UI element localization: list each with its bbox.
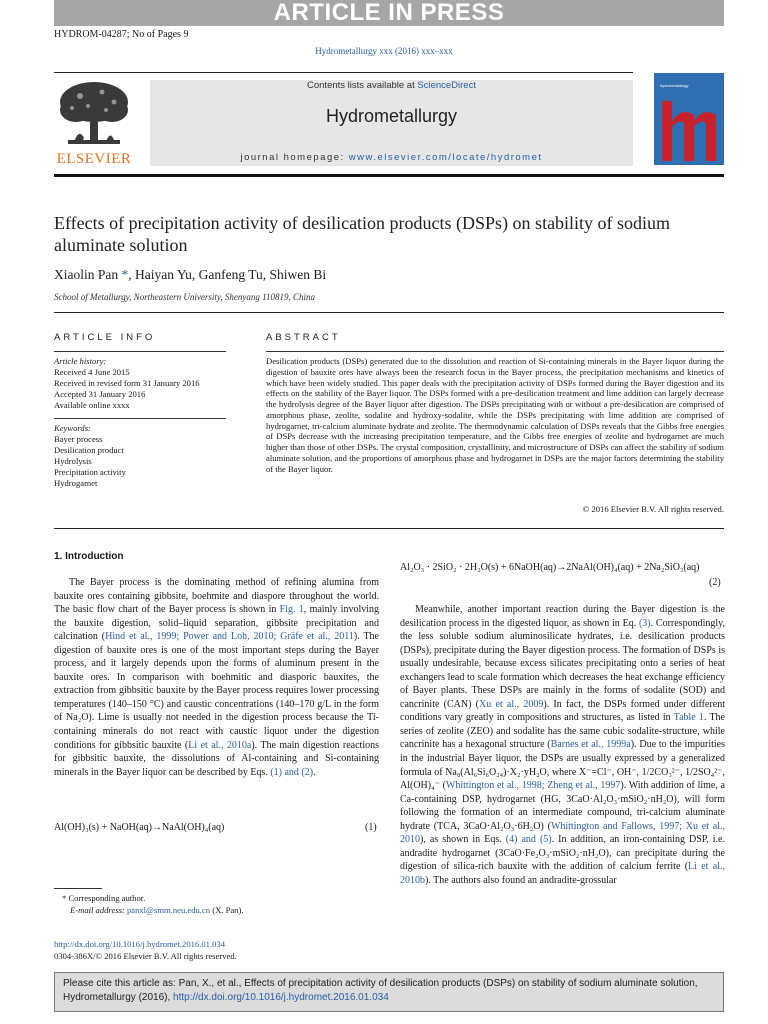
- keywords-label: Keywords:: [54, 423, 91, 433]
- section-heading-introduction: 1. Introduction: [54, 551, 124, 562]
- figure-link[interactable]: Fig. 1: [279, 604, 304, 616]
- title-rule: [54, 312, 724, 313]
- author-name[interactable]: Haiyan Yu: [135, 267, 192, 282]
- corresponding-author-note: [62, 892, 382, 904]
- author-list: Xiaolin Pan *, Haiyan Yu, Ganfeng Tu, Shiwen Bi: [54, 267, 327, 282]
- email-owner: (X. Pan).: [210, 905, 244, 915]
- equation-link[interactable]: (3): [638, 617, 651, 629]
- author-name[interactable]: Shiwen Bi: [269, 267, 327, 282]
- column-right: [400, 603, 725, 887]
- keywords-rule: [54, 418, 226, 419]
- citation-link[interactable]: Whittington and Fallows, 1997; Xu et al., 2010: [400, 820, 725, 846]
- text-run: ). With addition of lime, a Ca-containing DSP, hydrogarnet (HG, 3CaO·Al₂O₃·mSiO₂·nH₂O), will form following the formation of an intermediate compound, tri-calcium aluminate hydrate (TCA, 3CaO·Al₂O₃·6H₂O) (: [400, 780, 725, 832]
- doi-link[interactable]: http://dx.doi.org/10.1016/j.hydromet.2016.01.034: [54, 939, 225, 949]
- citation-link[interactable]: Xu et al., 2009: [479, 698, 544, 710]
- homepage-link[interactable]: www.elsevier.com/locate/hydromet: [348, 152, 543, 163]
- history-item: Received in revised form 31 January 2016: [54, 378, 200, 388]
- article-info-heading: ARTICLE INFO: [54, 332, 156, 343]
- text-run: . In addition, an iron-containing DSP, i.e. andradite hydrogarnet (3CaO·Fe₂O₃·mSiO₂·nH₂O), can precipitate during the digestion of silica-rich bauxite with the addition of calcium ferrite (: [400, 834, 725, 873]
- keywords: [54, 423, 229, 489]
- text-run: ). Due to the impurities in the industrial Bayer liquor, the DSPs are usually expressed by a generalized formula of Na₈(Al₆Si₆O₂₄)·X₂·yH₂O, where X⁻=Cl⁻, OH⁻, 1/2CO₃²⁻, 1/2SO₄²⁻, Al(OH)₄⁻ (: [400, 739, 725, 792]
- text-run: . Correspondingly, the less soluble sodium aluminosilicate hydrates, i.e. desilication products (DSPs), precipitate during the Bayer digestion process. The formation of DSPs is usually undesirable, because excess silicates precipitating onto a series of heat exchangers lead to scale formation which decreases the heat exchange efficiency of Bayer plants. These DSPs are mainly in the forms of sodalite (SOD) and cancrinite (CAN) (: [400, 617, 725, 710]
- corresponding-author-mark[interactable]: *: [121, 267, 129, 282]
- article-in-press-banner: ARTICLE IN PRESS: [54, 0, 724, 26]
- header-thick-rule: [54, 174, 724, 177]
- abstract-heading: ABSTRACT: [266, 332, 341, 343]
- citation-link[interactable]: Li et al., 2010b: [400, 861, 725, 886]
- column-left: [54, 576, 379, 779]
- footnote-mark: *: [62, 893, 67, 903]
- paragraph: [400, 603, 725, 887]
- citation-doi-link[interactable]: http://dx.doi.org/10.1016/j.hydromet.2016.01.034: [173, 992, 389, 1003]
- email-label: E-mail address:: [70, 905, 127, 915]
- paragraph: [54, 576, 379, 779]
- elsevier-wordmark: ELSEVIER: [56, 151, 132, 167]
- author-name[interactable]: Xiaolin Pan: [54, 267, 119, 282]
- footnote: [62, 892, 382, 916]
- keyword: Bayer process: [54, 434, 103, 444]
- equation-link[interactable]: (1) and (2): [270, 766, 314, 778]
- sciencedirect-link[interactable]: ScienceDirect: [417, 80, 476, 91]
- article-info-rule: [54, 351, 226, 352]
- citation-link[interactable]: Hind et al., 1999; Power and Loh, 2010; Gräfe et al., 2011: [105, 631, 354, 643]
- text-run: .: [313, 766, 316, 778]
- equation-1-number: (1): [365, 822, 377, 833]
- footnote-text: Corresponding author.: [68, 893, 146, 903]
- citation-link[interactable]: Whittington et al., 1998; Zheng et al., 1997: [445, 780, 621, 792]
- text-run: , mainly involving the bauxite digestion, solid–liquid separation, gibbsite precipitation and calcination (: [54, 604, 379, 643]
- contents-line: [150, 80, 633, 91]
- email-link[interactable]: panxl@smm.neu.edu.cn: [126, 905, 211, 915]
- text-run: ). The digestion of bauxite ores is one of the most important steps during the Bayer process, and it largely depends upon the forms of aluminum present in the bauxite ores. In comparison with boehmitic and diasporic bauxites, the extraction from gibbsitic bauxite by the Bayer process requires lower processing temperatures (140–150 °C) and caustic concentrations (140–170 g/L in the form of Na₂O). Lime is usually not needed in the digestion process because the Ti-containing minerals do not react with caustic liquor under the digestion conditions for gibbsitic bauxite (: [54, 631, 379, 751]
- article-title: Effects of precipitation activity of desilication products (DSPs) on stability of sodium aluminate solution: [54, 213, 671, 255]
- homepage-prefix: journal homepage:: [240, 152, 349, 163]
- journal-title: Hydrometallurgy: [325, 106, 458, 126]
- text-run: ). The main digestion reactions for gibbsitic bauxite, the dissolutions of Al-containing and Si-containing minerals in the Bayer liquor can be described by Eqs.: [54, 739, 379, 778]
- doi-block: [54, 938, 237, 962]
- affiliation: School of Metallurgy, Northeastern University, Shenyang 110819, China: [54, 292, 315, 302]
- equation-2-number: (2): [709, 577, 721, 588]
- keyword: Precipitation activity: [54, 467, 126, 477]
- history-item: Available online xxxx: [54, 400, 130, 410]
- text-run: The Bayer process is the dominating method of refining alumina from bauxite ores containing gibbsite, boehmite and diaspore throughout the world. The basic flow chart of the Bayer process is shown in: [54, 577, 379, 616]
- contents-prefix: Contents lists available at: [307, 80, 418, 91]
- header-rule: [54, 72, 633, 73]
- citation-link[interactable]: Barnes et al., 1999a: [550, 739, 631, 751]
- cover-label: hydrometallurgy: [660, 83, 689, 88]
- table-link[interactable]: Table 1: [673, 712, 704, 724]
- history-label: Article history:: [54, 356, 107, 366]
- text-run: Meanwhile, another important reaction during the Bayer digestion is the desilication process in the digested liquor, as shown in Eq.: [400, 604, 725, 629]
- keyword: Desilication product: [54, 445, 124, 455]
- equation-1: Al(OH)₃(s) + NaOH(aq)→NaAl(OH)₄(aq): [54, 822, 225, 833]
- keyword: Hydrolysis: [54, 456, 92, 466]
- article-history: [54, 356, 229, 411]
- abstract-rule: [266, 351, 724, 352]
- citation-box: [54, 972, 724, 1012]
- keyword: Hydrogarnet: [54, 478, 98, 488]
- body-rule: [54, 528, 724, 529]
- history-item: Received 4 June 2015: [54, 367, 130, 377]
- journal-reference-link[interactable]: Hydrometallurgy xxx (2016) xxx–xxx: [315, 46, 453, 56]
- issn-line: 0304-386X/© 2016 Elsevier B.V. All rights reserved.: [54, 951, 237, 961]
- equation-2: Al₂O₃ · 2SiO₂ · 2H₂O(s) + 6NaOH(aq)→2NaAl(OH)₄(aq) + 2Na₂SiO₃(aq): [400, 562, 700, 573]
- journal-header-box: [150, 80, 633, 166]
- text-run: ), as shown in Eqs.: [420, 834, 506, 846]
- abstract-copyright: © 2016 Elsevier B.V. All rights reserved.: [582, 504, 724, 514]
- author-name[interactable]: Ganfeng Tu: [198, 267, 263, 282]
- citation-link[interactable]: Li et al., 2010a: [188, 739, 252, 751]
- text-run: ). The authors also found an andradite-grossular: [425, 874, 617, 886]
- text-run: ). In fact, the DSPs formed under different conditions vary greatly in compositions and structures, as listed in: [400, 698, 725, 724]
- journal-cover-thumbnail-icon[interactable]: [654, 73, 724, 165]
- footnote-rule: [54, 888, 102, 889]
- history-item: Accepted 31 January 2016: [54, 389, 146, 399]
- text-run: . The series of zeolite (ZEO) and sodalite has the same cubic sodalite-structure, while cancrinite has a hexagonal structure (: [400, 712, 725, 751]
- journal-homepage: [150, 152, 633, 163]
- citation-text: Please cite this article as: Pan, X., et al., Effects of precipitation activity of desilication products (DSPs) on stability of sodium aluminate solution, Hydrometallurgy (2016),: [63, 978, 698, 1003]
- email-line: [62, 904, 382, 916]
- equation-link[interactable]: (4) and (5): [505, 834, 552, 846]
- document-id: HYDROM-04287; No of Pages 9: [54, 29, 189, 40]
- abstract-text: Desilication products (DSPs) generated due to the dissolution and reaction of Si-containing minerals in the Bayer liquor during the digestion of bauxite ores have always been the research focus in the Bayer process, the precipitation mechanisms and kinetics of which have been widely studied. This paper deals with the precipitation activity of DSPs formed during the Bayer digestion and its effects on the stability of the Bayer liquor. The DSPs formed with a pre-desilication treatment and lime addition can largely decrease the hydrolysis degree of the Bayer liquor after digestion. The DSPs precipitating with or without a pre-desilication are comprised of amorphous phase, zeolite, sodalite and hydroxy-sodalite, while the DSPs precipitating with lime addition are comprised of hydrogarnet, tri-calcium aluminate hydrate and zeolite. The thermodynamic calculation of DSPs reveals that the Gibbs free energies of DSPs decrease with the increasing precipitation temperature, and the Gibbs free energies of zeolite and hydrogarnet are much higher than those of other DSPs. The crystal composition, crystallinity, and microstructure of DSPs can affect the stability of sodium aluminate solution, and the proportions of amorphous phase and hydrogarnet in DSPs are the major factors determining the stability of the Bayer liquor.: [266, 356, 724, 474]
